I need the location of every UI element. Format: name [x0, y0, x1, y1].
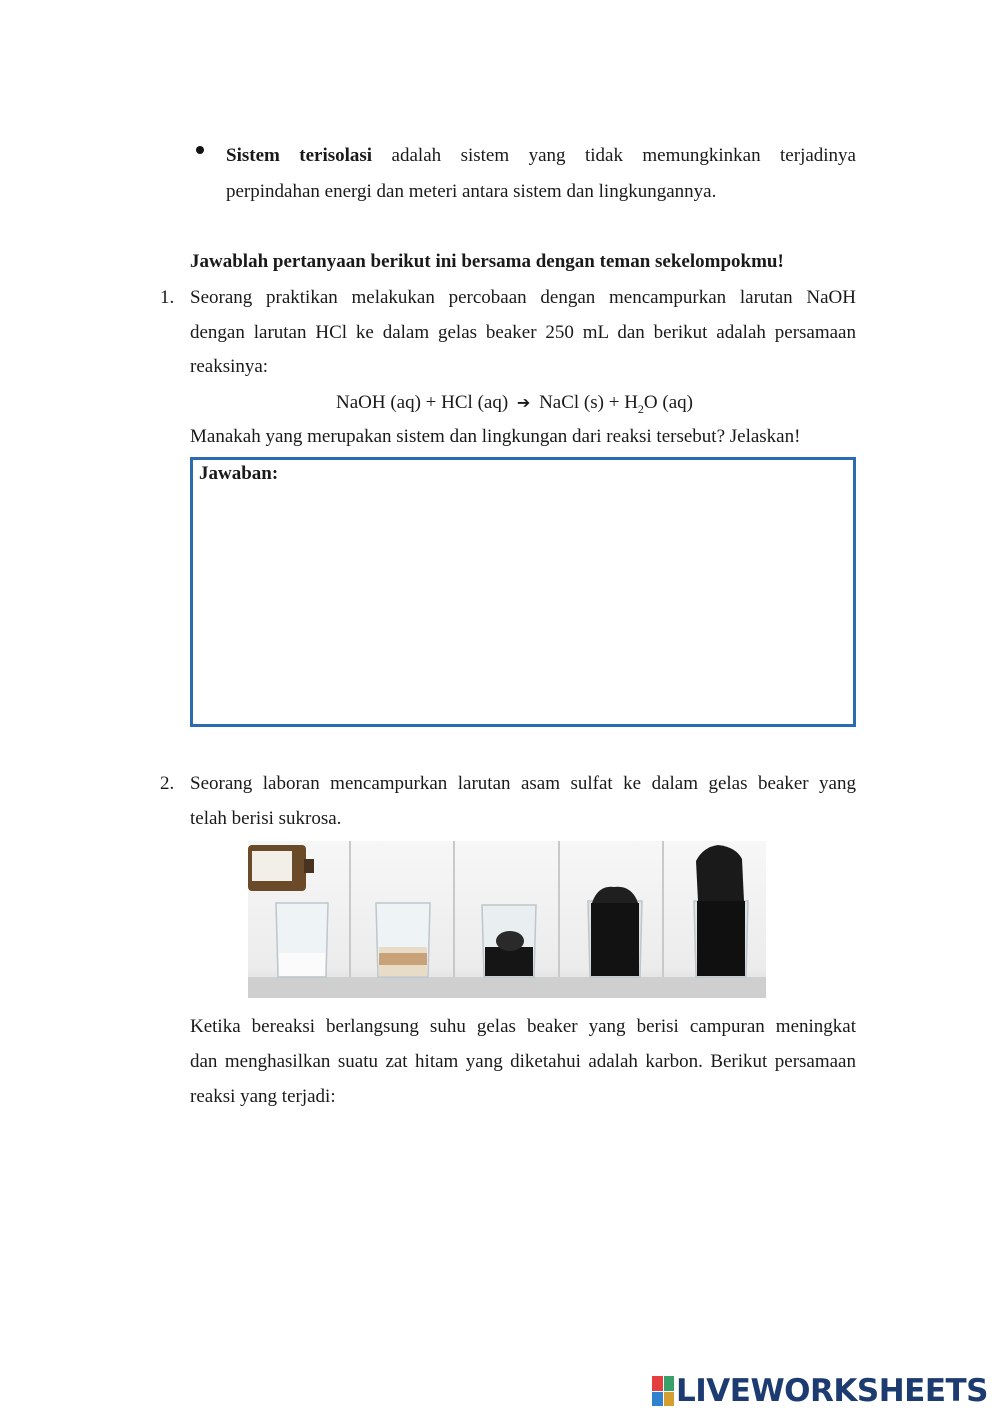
q1-line-3: reaksinya: — [190, 356, 269, 377]
q1-equation — [336, 392, 693, 417]
q1-question: Manakah yang merupakan sistem dan lingkungan dari reaksi tersebut? Jelaskan! — [190, 426, 801, 447]
q2-para-line-1: Ketika bereaksi berlangsung suhu gelas beaker yang berisi campuran meningkat — [190, 1016, 856, 1037]
beaker-4 — [588, 887, 642, 977]
q1-number: 1. — [160, 287, 175, 308]
q1-line-2: dengan larutan HCl ke dalam gelas beaker 250 mL dan berikut adalah persamaan — [190, 322, 856, 343]
liveworksheets-logo — [652, 1373, 988, 1409]
bullet-line1-text: adalah sistem yang tidak memungkinkan terjadinya — [391, 145, 856, 166]
bullet-icon — [196, 146, 204, 154]
beaker-5 — [694, 845, 748, 977]
bullet-line-1 — [226, 145, 856, 167]
q2-para-line-2: dan menghasilkan suatu zat hitam yang diketahui adalah karbon. Berikut persamaan — [190, 1051, 856, 1072]
instruction-heading: Jawablah pertanyaan berikut ini bersama dengan teman sekelompokmu! — [190, 251, 784, 272]
equation-left: NaOH (aq) + HCl (aq) — [336, 392, 509, 413]
q1-line-1: Seorang praktikan melakukan percobaan dengan mencampurkan larutan NaOH — [190, 287, 856, 308]
equation-subscript: 2 — [637, 401, 644, 416]
bullet-term: Sistem terisolasi — [226, 145, 373, 166]
reaction-photo — [248, 841, 766, 998]
answer-box[interactable] — [190, 457, 856, 727]
q2-number: 2. — [160, 773, 175, 794]
equation-right-a: NaCl (s) + H — [539, 392, 638, 413]
beaker-2 — [376, 903, 430, 977]
q2-line-1: Seorang laboran mencampurkan larutan asam sulfat ke dalam gelas beaker yang — [190, 773, 856, 794]
logo-text: LIVEWORKSHEETS — [676, 1373, 988, 1409]
arrow-right-icon: ➔ — [516, 393, 531, 412]
bullet-line-2: perpindahan energi dan meteri antara sistem dan lingkungannya. — [226, 181, 717, 202]
equation-right-b: O (aq) — [643, 392, 693, 413]
q2-line-2: telah berisi sukrosa. — [190, 808, 342, 829]
answer-label: Jawaban: — [199, 463, 279, 484]
logo-mark-icon — [652, 1376, 674, 1406]
beaker-3 — [482, 905, 536, 977]
q2-para-line-3: reaksi yang terjadi: — [190, 1086, 336, 1107]
reaction-photo-graphic — [248, 841, 766, 998]
